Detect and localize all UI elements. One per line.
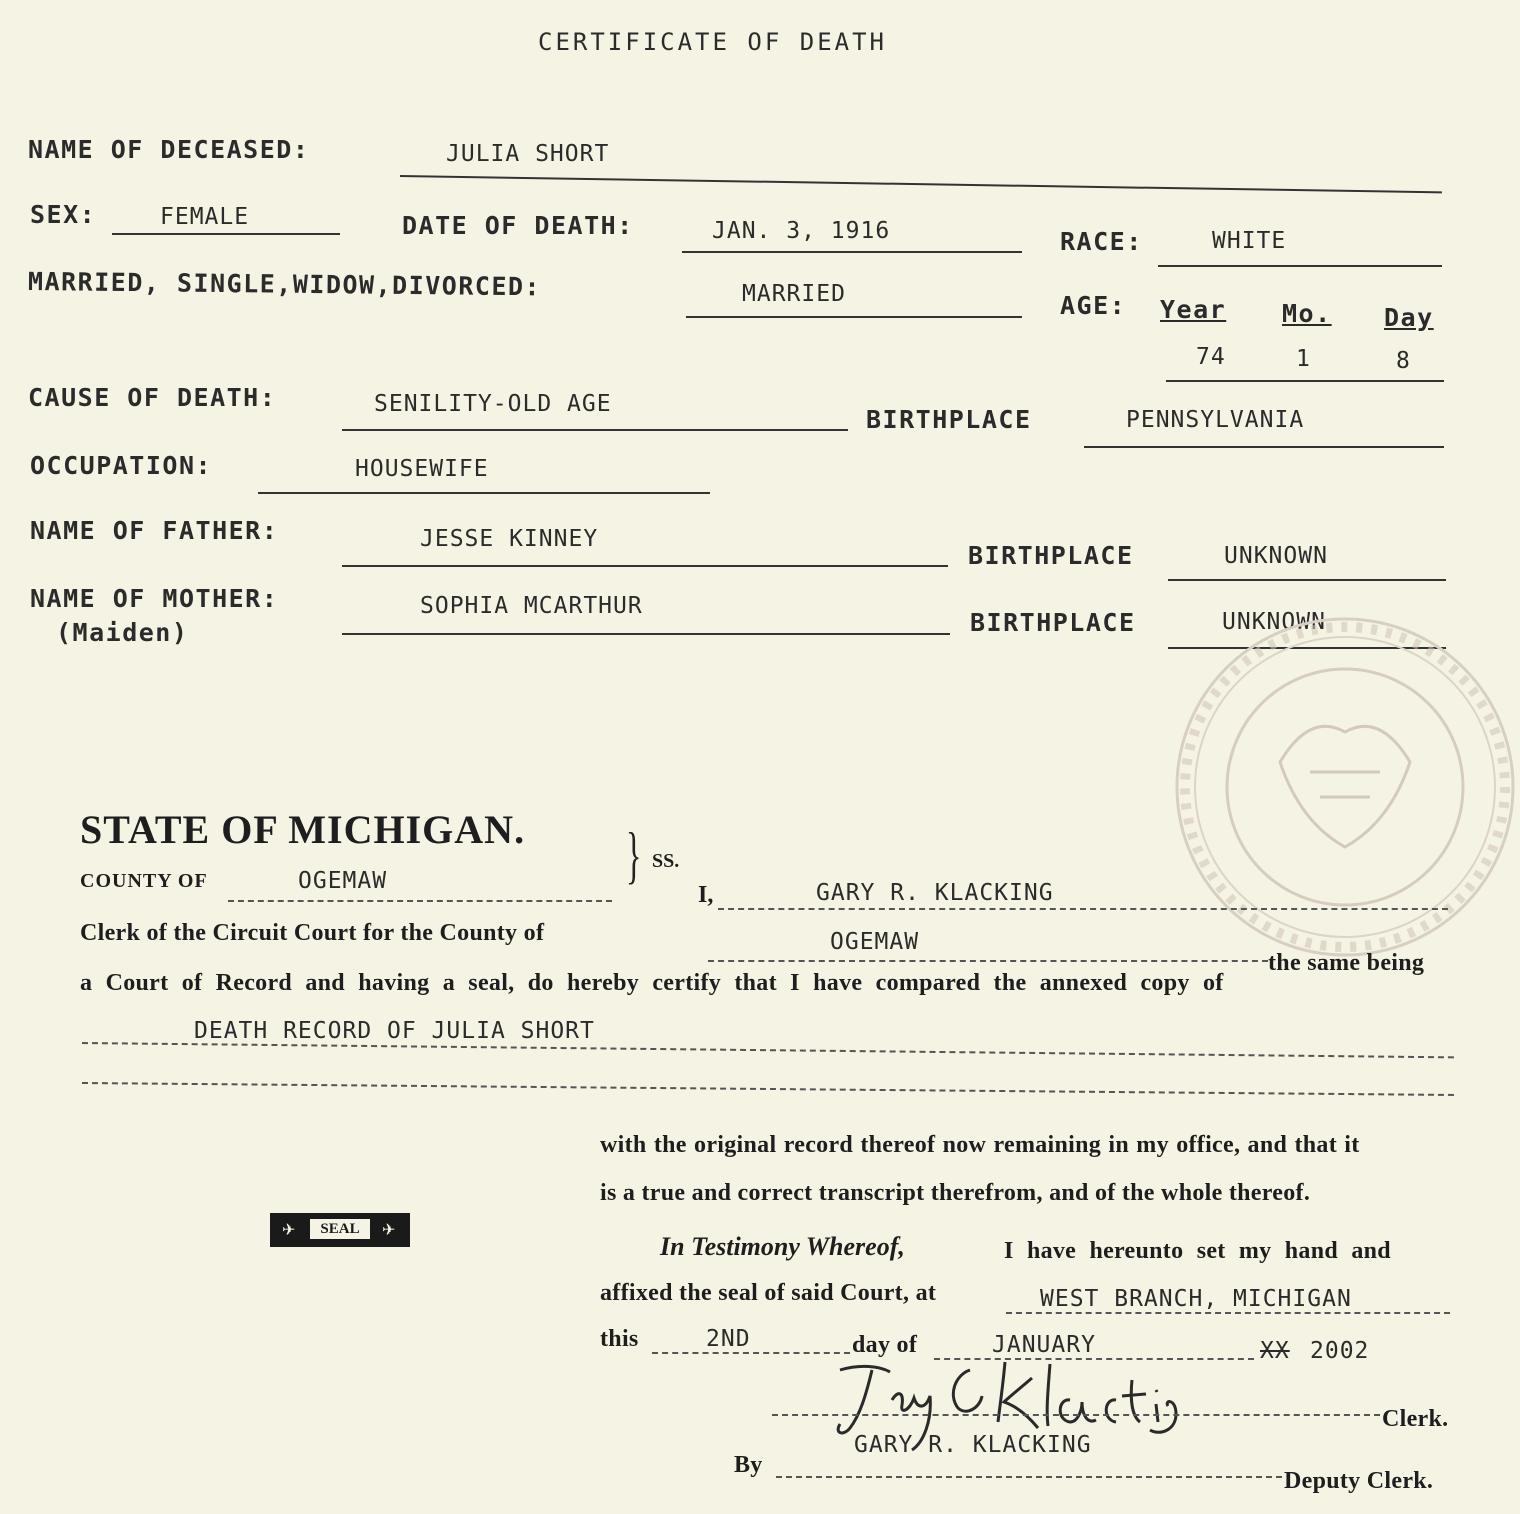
age-underline bbox=[1166, 380, 1444, 382]
deputy-dashline bbox=[776, 1476, 1282, 1478]
court-record-text: a Court of Record and having a seal, do hereby certify that I have compared the annexed copy of bbox=[80, 970, 1224, 996]
by-label: By bbox=[734, 1452, 763, 1478]
age-month-label: Mo. bbox=[1282, 299, 1332, 328]
signature-typed-name: GARY R. KLACKING bbox=[854, 1432, 1092, 1458]
seal-label: SEAL bbox=[310, 1219, 370, 1239]
day-value: 2ND bbox=[706, 1326, 751, 1352]
age-day-label: Day bbox=[1384, 303, 1434, 332]
this-label: this bbox=[600, 1326, 639, 1352]
mother-birthplace-value: UNKNOWN bbox=[1222, 609, 1326, 635]
clerk-name-dashline bbox=[718, 908, 1448, 910]
age-day-value: 8 bbox=[1396, 348, 1411, 374]
cause-value: SENILITY-OLD AGE bbox=[374, 391, 612, 417]
i-label: I, bbox=[698, 882, 714, 908]
testimony-text: I have hereunto set my hand and bbox=[1004, 1238, 1391, 1264]
age-year-label: Year bbox=[1160, 295, 1227, 324]
father-birthplace-label: BIRTHPLACE bbox=[968, 541, 1134, 570]
mother-birthplace-label: BIRTHPLACE bbox=[970, 608, 1136, 637]
year-value: 2002 bbox=[1310, 1338, 1370, 1364]
month-value: JANUARY bbox=[992, 1332, 1096, 1358]
original-record-text-1: with the original record thereof now remaining in my office, and that it bbox=[600, 1132, 1360, 1158]
cause-underline bbox=[342, 429, 848, 431]
same-being-text: the same being bbox=[1268, 950, 1425, 976]
record-dashline-2 bbox=[82, 1082, 1454, 1096]
clerk-label: Clerk. bbox=[1382, 1406, 1449, 1432]
county2-dashline bbox=[708, 960, 1268, 962]
county-value-2: OGEMAW bbox=[830, 929, 920, 955]
age-month-value: 1 bbox=[1296, 346, 1311, 372]
county-dashline bbox=[228, 900, 612, 902]
dod-label: DATE OF DEATH: bbox=[402, 211, 634, 240]
name-underline bbox=[400, 175, 1442, 193]
county-value: OGEMAW bbox=[298, 868, 388, 894]
mother-value: SOPHIA MCARTHUR bbox=[420, 593, 643, 619]
county-label: COUNTY OF bbox=[80, 870, 208, 892]
occupation-value: HOUSEWIFE bbox=[355, 456, 489, 482]
father-birthplace-underline bbox=[1168, 579, 1446, 581]
brace-glyph: } bbox=[626, 819, 642, 890]
birthplace-value: PENNSYLVANIA bbox=[1126, 407, 1305, 433]
mother-label: NAME OF MOTHER: bbox=[30, 584, 279, 613]
dod-value: JAN. 3, 1916 bbox=[712, 218, 891, 244]
cause-label: CAUSE OF DEATH: bbox=[28, 383, 277, 412]
race-value: WHITE bbox=[1212, 228, 1287, 254]
ss-label: SS. bbox=[652, 850, 680, 872]
place-dashline bbox=[1006, 1312, 1450, 1314]
dod-underline bbox=[682, 251, 1022, 253]
original-record-text-2: is a true and correct transcript therefrom, and of the whole thereof. bbox=[600, 1180, 1311, 1206]
seal-ornament-left-icon: ✈ bbox=[282, 1222, 296, 1239]
father-label: NAME OF FATHER: bbox=[30, 516, 279, 545]
affixed-text: affixed the seal of said Court, at bbox=[600, 1280, 937, 1306]
sex-label: SEX: bbox=[30, 200, 97, 229]
name-label: NAME OF DECEASED: bbox=[28, 135, 310, 164]
deputy-clerk-label: Deputy Clerk. bbox=[1284, 1468, 1434, 1494]
father-value: JESSE KINNEY bbox=[420, 526, 599, 552]
clerk-signature-dashline bbox=[772, 1414, 1380, 1416]
clerk-name-value: GARY R. KLACKING bbox=[816, 880, 1054, 906]
birthplace-label: BIRTHPLACE bbox=[866, 405, 1032, 434]
sex-value: FEMALE bbox=[160, 204, 250, 230]
seal-box bbox=[270, 1213, 410, 1247]
marital-underline bbox=[686, 316, 1022, 318]
father-birthplace-value: UNKNOWN bbox=[1224, 543, 1328, 569]
occupation-underline bbox=[258, 492, 710, 494]
place-value: WEST BRANCH, MICHIGAN bbox=[1040, 1286, 1352, 1312]
occupation-label: OCCUPATION: bbox=[30, 451, 213, 480]
father-underline bbox=[342, 565, 948, 567]
marital-value: MARRIED bbox=[742, 281, 846, 307]
marital-label: MARRIED, SINGLE,WIDOW,DIVORCED: bbox=[27, 267, 542, 302]
mother-underline bbox=[342, 633, 950, 635]
race-label: RACE: bbox=[1060, 227, 1143, 256]
year-struck: XX bbox=[1260, 1338, 1290, 1364]
testimony-heading: In Testimony Whereof, bbox=[660, 1232, 905, 1261]
state-heading: STATE OF MICHIGAN. bbox=[80, 807, 526, 852]
name-value: JULIA SHORT bbox=[446, 141, 610, 167]
certificate-title: CERTIFICATE OF DEATH bbox=[538, 28, 887, 56]
clerk-of-text: Clerk of the Circuit Court for the County of bbox=[80, 920, 545, 946]
record-dashline-1 bbox=[82, 1042, 1454, 1058]
race-underline bbox=[1158, 265, 1442, 267]
day-of-label: day of bbox=[852, 1332, 918, 1358]
age-label: AGE: bbox=[1060, 291, 1127, 320]
birthplace-underline bbox=[1084, 446, 1444, 448]
sex-underline bbox=[112, 233, 340, 235]
mother-sublabel: (Maiden) bbox=[56, 618, 189, 647]
record-value: DEATH RECORD OF JULIA SHORT bbox=[194, 1018, 595, 1044]
seal-ornament-right-icon: ✈ bbox=[382, 1222, 396, 1239]
age-year-value: 74 bbox=[1196, 344, 1226, 370]
